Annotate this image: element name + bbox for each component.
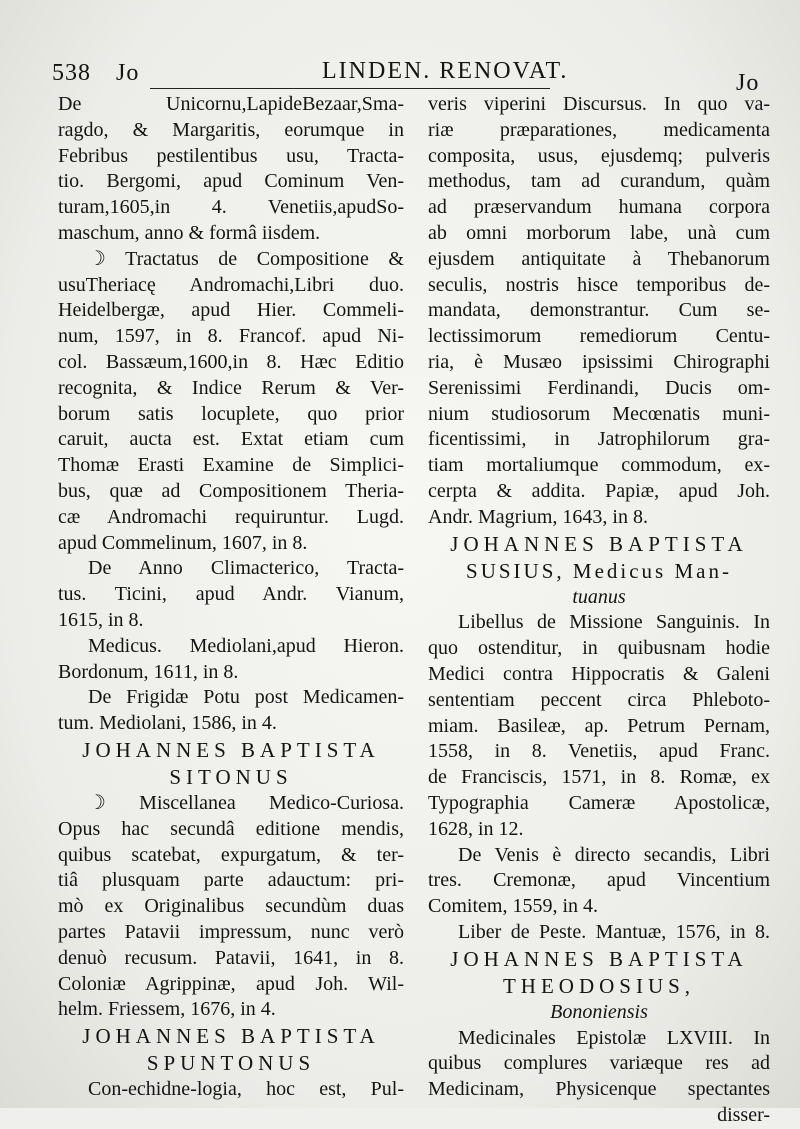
header-right-catchword: Jo xyxy=(736,70,760,96)
left-column xyxy=(58,92,404,1103)
left-text-line: De Frigidæ Potu post Medicamen- xyxy=(88,686,404,709)
right-text-line: Typographia Cameræ Apostolicæ, xyxy=(428,791,770,814)
right-text-line: Bononiensis xyxy=(550,1000,648,1023)
right-text-line: de Franciscis, 1571, in 8. Romæ, ex xyxy=(428,766,770,789)
running-header xyxy=(52,58,772,96)
right-text-line: ejusdem antiquitate à Thebanorum xyxy=(428,247,770,270)
right-text-line: riæ præparationes, medicamenta xyxy=(428,118,770,141)
right-text-line: composita, usus, ejusdemq; pulveris xyxy=(428,144,770,167)
header-rule xyxy=(150,88,550,89)
right-text-line: De Venis è directo secandis, Libri xyxy=(458,843,770,866)
right-text-line: Medicinales Epistolæ LXVIII. In xyxy=(458,1026,770,1049)
right-text-line: methodus, tam ad curandum, quàm xyxy=(428,170,770,193)
left-text-line: Con-echidne-logia, hoc est, Pul- xyxy=(88,1078,404,1101)
left-text-line: De Unicornu,LapideBezaar,Sma- xyxy=(58,93,404,115)
right-text-line: 1628, in 12. xyxy=(428,817,524,840)
left-text-line: 1615, in 8. xyxy=(58,608,144,631)
right-text-line: Medici contra Hippocratis & Galeni xyxy=(428,662,770,685)
right-text-line: ficentissimi, in Jatrophilorum gra- xyxy=(428,428,770,451)
right-text-line: Libellus de Missione Sanguinis. In xyxy=(458,611,770,634)
left-text-line: mò ex Originalibus secundùm duas xyxy=(58,895,404,918)
left-text-line: Medicus. Mediolani,apud Hieron. xyxy=(88,634,404,657)
left-text-line: borum satis locuplete, quo prior xyxy=(58,402,404,425)
left-text-line: quibus scatebat, expurgatum, & ter- xyxy=(58,843,404,866)
right-text-line: lectissimorum remediorum Centu- xyxy=(428,325,770,348)
header-left-catchword: Jo xyxy=(116,60,140,86)
left-text-line: denuò recusum. Patavii, 1641, in 8. xyxy=(58,946,404,969)
right-text-line: veris viperini Discursus. In quo va- xyxy=(428,93,770,115)
left-text-line: Febribus pestilentibus usu, Tracta- xyxy=(58,144,404,167)
right-text-line: Comitem, 1559, in 4. xyxy=(428,895,598,918)
right-text-line: disser- xyxy=(717,1103,770,1126)
left-text-line: bus, quæ ad Compositionem Theria- xyxy=(58,479,404,502)
left-text-line: caruit, aucta est. Extat etiam cum xyxy=(58,428,404,451)
right-text-line: seculis, nostris hisce temporibus de- xyxy=(428,273,770,296)
left-text-line: usuTheriacę Andromachi,Libri duo. xyxy=(58,273,404,296)
right-text-line: 1558, in 8. Venetiis, apud Franc. xyxy=(428,740,770,763)
left-text-line: ☽ Tractatus de Compositione & xyxy=(88,247,404,270)
left-text-line: Bordonum, 1611, in 8. xyxy=(58,660,239,683)
left-text-line: partes Patavii impressum, nunc verò xyxy=(58,920,404,943)
right-text-line: quo ostenditur, in quibusnam hodie xyxy=(428,637,770,660)
left-text-line: col. Bassæum,1600,in 8. Hæc Editio xyxy=(58,350,404,373)
right-text-line: sententiam peccent circa Phleboto- xyxy=(428,688,770,711)
left-text-line: tio. Bergomi, apud Cominum Ven- xyxy=(58,170,404,193)
left-text-line: cæ Andromachi requiruntur. Lugd. xyxy=(58,505,404,528)
left-text-line: ☽ Miscellanea Medico-Curiosa. xyxy=(88,791,404,814)
right-text-line: ab omni morborum labe, unà cum xyxy=(428,221,770,244)
right-text-line: Serenissimi Ferdinandi, Ducis om- xyxy=(428,376,770,399)
right-author-heading: JOHANNES BAPTISTA xyxy=(450,946,748,971)
right-text-line: tuanus xyxy=(572,585,626,608)
left-author-heading: JOHANNES BAPTISTA xyxy=(82,737,380,762)
left-author-heading: SITONUS xyxy=(169,764,293,789)
left-text-line: De Anno Climacterico, Tracta- xyxy=(88,557,404,580)
right-author-heading: SUSIUS, Medicus Man- xyxy=(466,558,732,583)
right-text-line: ria, è Musæo ipsissimi Chirographi xyxy=(428,350,770,373)
left-text-line: Opus hac secundâ editione mendis, xyxy=(58,817,404,840)
right-text-line: ad præservandum humana corpora xyxy=(428,196,770,219)
right-text-line: nium studiosorum Mecœnatis muni- xyxy=(428,402,770,425)
right-author-heading: JOHANNES BAPTISTA xyxy=(450,531,748,556)
right-text-line: tiam mortaliumque commodum, ex- xyxy=(428,454,770,477)
left-author-heading: JOHANNES BAPTISTA xyxy=(82,1024,380,1049)
left-text-line: helm. Friessem, 1676, in 4. xyxy=(58,998,276,1021)
left-text-line: Heidelbergæ, apud Hier. Commeli- xyxy=(58,299,404,322)
left-text-line: tus. Ticini, apud Andr. Vianum, xyxy=(58,583,404,606)
left-text-line: tiâ plusquam parte adauctum: pri- xyxy=(58,869,404,892)
left-text-line: maschum, anno & formâ iisdem. xyxy=(58,221,321,244)
left-text-line: recognita, & Indice Rerum & Ver- xyxy=(58,376,404,399)
left-text-line: turam,1605,in 4. Venetiis,apudSo- xyxy=(58,196,404,219)
left-text-line: tum. Mediolani, 1586, in 4. xyxy=(58,712,277,735)
right-text-line: tres. Cremonæ, apud Vincentium xyxy=(428,869,770,892)
right-author-heading: THEODOSIUS, xyxy=(502,973,696,998)
left-text-line: Thomæ Erasti Examine de Simplici- xyxy=(58,454,404,477)
left-text-line: apud Commelinum, 1607, in 8. xyxy=(58,531,308,554)
right-column xyxy=(428,92,770,1129)
right-text-line: Liber de Peste. Mantuæ, 1576, in 8. xyxy=(458,920,770,943)
right-text-line: miam. Basileæ, ap. Petrum Pernam, xyxy=(428,714,770,737)
right-text-line: Andr. Magrium, 1643, in 8. xyxy=(428,505,648,528)
right-text-line: cerpta & addita. Papiæ, apud Joh. xyxy=(428,479,770,502)
right-text-line: mandata, demonstrantur. Cum se- xyxy=(428,299,770,322)
left-text-line: ragdo, & Margaritis, eorumque in xyxy=(58,118,404,141)
page-number: 538 xyxy=(52,60,91,86)
running-title: LINDEN. RENOVAT. xyxy=(322,58,569,84)
right-text-line: Medicinam, Physicenque spectantes xyxy=(428,1078,770,1101)
left-text-line: num, 1597, in 8. Francof. apud Ni- xyxy=(58,325,404,348)
left-text-line: Coloniæ Agrippinæ, apud Joh. Wil- xyxy=(58,972,404,995)
left-author-heading: SPUNTONUS xyxy=(146,1051,316,1076)
right-text-line: quibus complures variæque res ad xyxy=(428,1052,770,1075)
